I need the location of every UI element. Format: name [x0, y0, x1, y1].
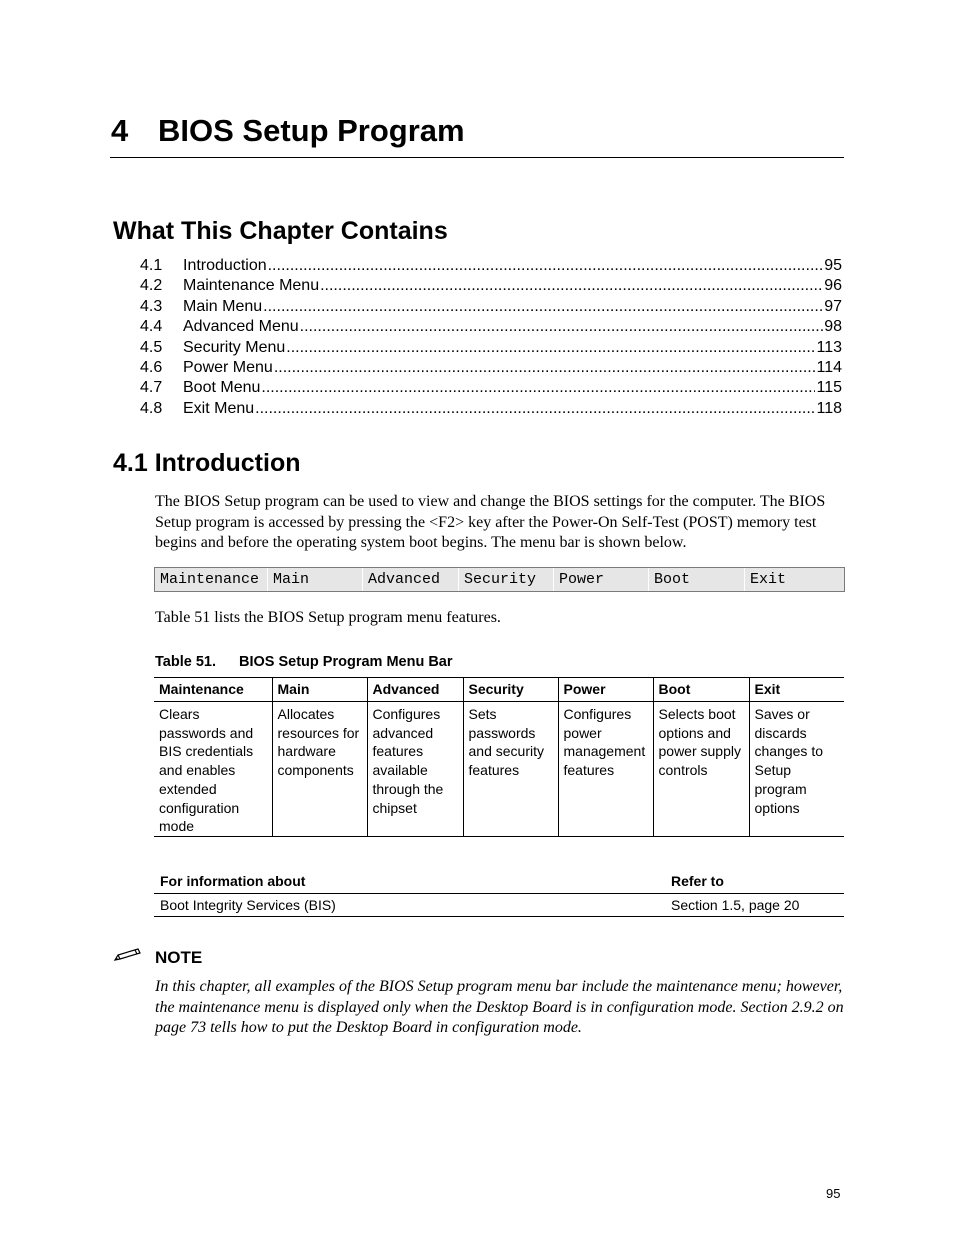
table-header-row — [154, 869, 844, 894]
table-cell[interactable]: Section 1.5, page 20 — [665, 894, 844, 917]
menubar-item-power: Power — [554, 568, 649, 591]
toc-entry[interactable] — [140, 338, 842, 358]
table-caption-title: BIOS Setup Program Menu Bar — [239, 654, 453, 670]
menubar-item-exit: Exit — [750, 571, 787, 588]
intro-paragraph: The BIOS Setup program can be used to view and change the BIOS settings for the computer. The BIOS Setup program is accessed by pressing the <F2> key after the Power-On Self-Test (POST) memory test begins and before the operating system boot begins. The menu bar is shown below. — [155, 493, 826, 551]
table-cell: Boot Integrity Services (BIS) — [154, 894, 665, 917]
toc-page: 114 — [816, 358, 842, 376]
toc-title: Boot Menu — [183, 379, 261, 397]
toc-entry[interactable] — [140, 358, 842, 378]
reference-table — [154, 869, 844, 917]
table-cell: Configures advanced features available through the chipset — [367, 702, 463, 837]
toc-page: 95 — [824, 257, 842, 274]
toc-page: 118 — [816, 399, 842, 417]
toc-page: 98 — [824, 318, 842, 336]
toc-entry[interactable] — [140, 256, 842, 276]
chapter-number: 4 — [111, 113, 129, 148]
toc-leader — [286, 338, 815, 358]
toc-page: 96 — [824, 277, 842, 295]
toc-number: 4.3 — [140, 297, 163, 315]
table-caption — [155, 653, 453, 671]
toc-leader — [255, 399, 815, 419]
table-header-row — [154, 678, 844, 702]
table-cell: Selects boot options and power supply controls — [653, 702, 749, 837]
toc-title: Advanced Menu — [183, 318, 299, 336]
chapter-title — [111, 112, 465, 150]
toc-title: Power Menu — [183, 358, 273, 376]
toc-title: Exit Menu — [183, 399, 255, 417]
toc-number: 4.1 — [140, 257, 163, 274]
toc-entry[interactable] — [140, 297, 842, 317]
toc-page: 113 — [816, 338, 842, 356]
table-cell: Saves or discards changes to Setup program options — [749, 702, 844, 837]
page-number: 95 — [826, 1186, 841, 1201]
column-header: Main — [272, 678, 367, 702]
table-of-contents — [140, 256, 842, 419]
menu-bar-table — [154, 677, 844, 837]
menubar-item-boot: Boot — [649, 568, 745, 591]
column-header: Exit — [749, 678, 844, 702]
menubar-item-maintenance: Maintenance — [155, 568, 268, 591]
toc-number: 4.2 — [140, 277, 163, 295]
toc-number: 4.6 — [140, 358, 163, 376]
toc-entry[interactable] — [140, 399, 842, 419]
table-row — [154, 894, 844, 917]
toc-number: 4.4 — [140, 318, 163, 336]
toc-leader — [300, 317, 824, 337]
column-header: Power — [558, 678, 653, 702]
pencil-icon — [113, 947, 155, 968]
chapter-rule — [110, 157, 844, 158]
toc-entry[interactable] — [140, 378, 842, 398]
toc-leader — [274, 358, 816, 378]
toc-title: Introduction — [183, 257, 267, 274]
table-row — [154, 702, 844, 837]
table-cell: Allocates resources for hardware components — [272, 702, 367, 837]
toc-entry[interactable] — [140, 317, 842, 337]
toc-number: 4.8 — [140, 399, 163, 417]
column-header: Refer to — [665, 869, 844, 894]
toc-number: 4.5 — [140, 338, 163, 356]
menubar-item-advanced: Advanced — [363, 568, 459, 591]
intro-heading: 4.1 Introduction — [113, 449, 301, 477]
table-cell: Sets passwords and security features — [463, 702, 558, 837]
toc-title: Security Menu — [183, 338, 286, 356]
table-intro-text: Table 51 lists the BIOS Setup program menu features. — [155, 609, 501, 626]
bios-menu-bar — [154, 567, 845, 592]
toc-leader — [320, 276, 823, 296]
contents-heading: What This Chapter Contains — [113, 217, 448, 245]
note-text: In this chapter, all examples of the BIOS Setup program menu bar include the maintenance menu; however, the maintenance menu is displayed only when the Desktop Board is in configuration mode. Section 2.9.2 on page 73 tells how to put the Desktop Board in configuration mode. — [155, 978, 844, 1036]
toc-number: 4.7 — [140, 379, 163, 397]
toc-leader — [263, 297, 823, 317]
chapter-title-text: BIOS Setup Program — [158, 113, 465, 148]
table-cell: Clears passwords and BIS credentials and enables extended configuration mode — [154, 702, 272, 837]
note-heading — [113, 947, 202, 968]
menubar-item-main: Main — [268, 568, 363, 591]
table-cell: Configures power management features — [558, 702, 653, 837]
column-header: Boot — [653, 678, 749, 702]
table-caption-number: Table 51. — [155, 654, 216, 670]
toc-page: 115 — [816, 379, 842, 397]
menubar-item-security: Security — [459, 568, 554, 591]
column-header: Advanced — [367, 678, 463, 702]
column-header: Security — [463, 678, 558, 702]
toc-title: Main Menu — [183, 297, 263, 315]
toc-leader — [268, 256, 824, 276]
toc-page: 97 — [824, 297, 842, 315]
column-header: Maintenance — [154, 678, 272, 702]
toc-entry[interactable] — [140, 276, 842, 296]
column-header: For information about — [154, 869, 665, 894]
toc-title: Maintenance Menu — [183, 277, 320, 295]
note-label: NOTE — [155, 947, 203, 967]
toc-leader — [261, 378, 815, 398]
